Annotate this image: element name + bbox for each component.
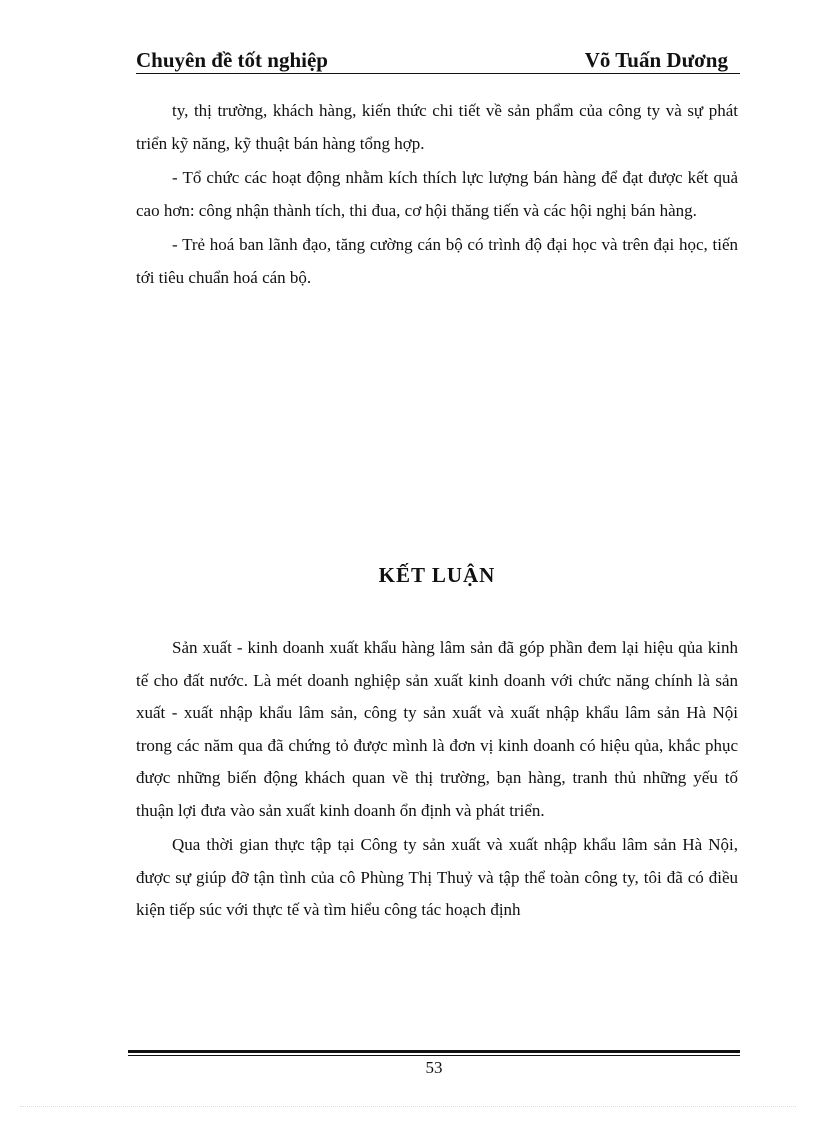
- page-edge-divider: [20, 1106, 796, 1107]
- page-header: [136, 44, 740, 76]
- paragraph-continuation: ty, thị trường, khách hàng, kiến thức chi tiết về sản phẩm của công ty và sự phát triển kỹ năng, kỹ thuật bán hàng tổng hợp.: [136, 101, 738, 153]
- paragraph-bullet-organize: - Tổ chức các hoạt động nhằm kích thích lực lượng bán hàng để đạt được kết quả cao hơn: công nhận thành tích, thi đua, cơ hội thăng tiến và các hội nghị bán hàng.: [136, 168, 738, 220]
- conclusion-paragraph-1: Sản xuất - kinh doanh xuất khẩu hàng lâm sản đã góp phần đem lại hiệu qủa kinh tế cho đất nước. Là mét doanh nghiệp sản xuất kinh doanh với chức năng chính là sản xuất - xuất nhập khẩu lâm sản, công ty sản xuất và xuất nhập khẩu lâm sản Hà Nội trong các năm qua đã chứng tỏ được mình là đơn vị kinh doanh có hiệu qủa, khắc phục được những biến động khách quan về thị trường, bạn hàng, tranh thủ những yếu tố thuận lợi đưa vào sản xuất kinh doanh ổn định và phát triển.: [136, 638, 738, 820]
- conclusion-section: [136, 632, 738, 927]
- footer-divider-thick: [128, 1050, 740, 1053]
- author-name: Võ Tuấn Dương: [584, 48, 728, 72]
- conclusion-paragraph-2: Qua thời gian thực tập tại Công ty sản xuất và xuất nhập khẩu lâm sản Hà Nội, được sự giúp đỡ tận tình của cô Phùng Thị Thuỷ và tập thể toàn công ty, tôi đã có điều kiện tiếp súc với thực tế và tìm hiểu công tác hoạch định: [136, 835, 738, 919]
- footer-divider-thin: [128, 1055, 740, 1056]
- section-title: KẾT LUẬN: [378, 563, 496, 587]
- document-title: Chuyên đề tốt nghiệp: [136, 48, 328, 72]
- paragraph-bullet-rejuvenate: - Trẻ hoá ban lãnh đạo, tăng cường cán bộ có trình độ đại học và trên đại học, tiến tới tiêu chuẩn hoá cán bộ.: [136, 235, 738, 287]
- page-number: 53: [425, 1058, 443, 1077]
- top-text-section: [136, 95, 738, 294]
- header-divider: [136, 73, 740, 74]
